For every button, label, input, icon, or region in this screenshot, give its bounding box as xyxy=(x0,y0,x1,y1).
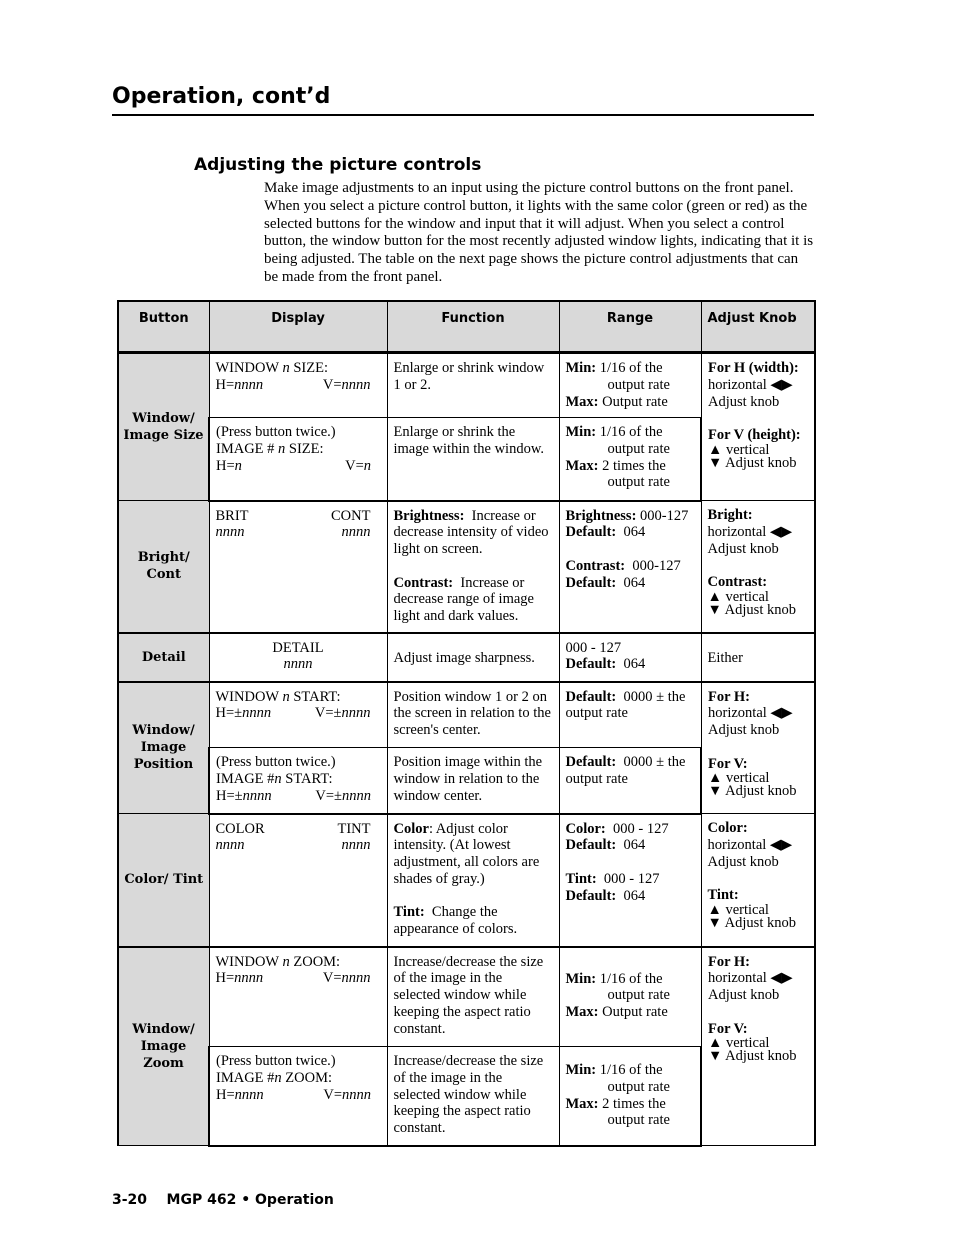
header-display: Display xyxy=(209,301,387,353)
display-tint-val: nnnn xyxy=(341,837,371,854)
display-v: V=±nnnn xyxy=(315,787,371,804)
knob-tint-line2: ▼ Adjust knob xyxy=(707,914,796,931)
display-color-val: nnnn xyxy=(215,837,245,854)
knob-v-line2: ▼ Adjust knob xyxy=(708,1048,797,1065)
display-line: IMAGE # n SIZE: xyxy=(216,440,324,457)
display-line: (Press button twice.) xyxy=(216,424,336,440)
header-adjust-knob: Adjust Knob xyxy=(701,301,815,353)
range-color-label: Color: xyxy=(565,820,606,837)
knob-bright-line1: horizontal ◀▶ xyxy=(707,523,793,540)
max-label: Max: xyxy=(565,1004,599,1021)
table-row xyxy=(118,814,815,947)
range-cell xyxy=(559,682,701,748)
display-h: H=n xyxy=(216,457,242,474)
display-cell xyxy=(209,814,387,947)
range-cell xyxy=(559,748,701,814)
knob-v-label: For V (height): xyxy=(708,427,801,444)
function-cell: Increase/decrease the size of the image in the selected window while keeping the aspect ratio constant. xyxy=(387,947,559,1047)
knob-cell xyxy=(701,814,815,947)
knob-cell xyxy=(701,947,815,1146)
func-bright-label: Brightness: xyxy=(393,507,465,524)
range-cell xyxy=(559,1047,701,1146)
max-label: Max: xyxy=(565,393,599,410)
knob-h-line1: horizontal ◀▶ xyxy=(708,376,793,393)
display-cell xyxy=(209,353,387,418)
function-cell xyxy=(387,814,559,947)
display-cont-val: nnnn xyxy=(341,524,371,541)
range-bright-label: Brightness: xyxy=(565,507,637,524)
range-tint: 000 - 127 xyxy=(603,870,660,887)
table-row xyxy=(118,633,815,682)
range-default: 0000 ± the output rate xyxy=(565,754,686,787)
range-cell xyxy=(559,814,701,947)
display-line: (Press button twice.) xyxy=(216,754,336,770)
func-cont: Increase or decrease range of image light and dark values. xyxy=(393,574,534,625)
display-line: IMAGE #n START: xyxy=(216,770,333,787)
function-cell: Increase/decrease the size of the image in the selected window while keeping the aspect ratio constant. xyxy=(387,1047,559,1146)
knob-cont-label: Contrast: xyxy=(707,574,768,591)
range-default-label: Default: xyxy=(565,574,617,591)
knob-v-line1: ▲ vertical xyxy=(708,770,770,787)
display-line: (Press button twice.) xyxy=(216,1053,336,1069)
min-value: 1/16 of the xyxy=(599,1062,663,1078)
knob-bright-line2: Adjust knob xyxy=(707,540,779,557)
max-value-cont: output rate xyxy=(607,474,670,491)
func-bright: Increase or decrease intensity of video light on screen. xyxy=(393,507,549,558)
max-value: 2 times the xyxy=(602,457,666,474)
knob-h-label: For H (width): xyxy=(708,360,799,376)
range-cell xyxy=(559,501,701,633)
knob-cont-line1: ▲ vertical xyxy=(707,588,769,605)
min-value-cont: output rate xyxy=(607,376,670,393)
knob-v-line2: ▼ Adjust knob xyxy=(708,783,797,800)
knob-tint-line1: ▲ vertical xyxy=(707,901,769,918)
display-h: H=±nnnn xyxy=(215,705,272,722)
knob-h-label: For H: xyxy=(708,688,751,705)
display-v: V=±nnnn xyxy=(314,705,371,722)
function-cell: Enlarge or shrink window 1 or 2. xyxy=(387,353,559,418)
header-button: Button xyxy=(118,301,209,353)
range-default-label: Default: xyxy=(565,754,617,770)
display-v: V=n xyxy=(345,457,371,474)
max-value: Output rate xyxy=(602,1004,668,1021)
range-cell xyxy=(559,947,701,1047)
document-title: MGP 462 • Operation xyxy=(166,1192,334,1208)
range-default: 0000 ± the output rate xyxy=(565,688,686,722)
range-cell xyxy=(559,418,701,501)
min-label: Min: xyxy=(565,360,597,376)
knob-color-line2: Adjust knob xyxy=(707,853,779,870)
intro-paragraph: Make image adjustments to an input using the picture control buttons on the front panel. When you select a picture control button, it lights with the same color (green or red) as the selected buttons for the window and input that it will adjust. When you select a control button, the window button for the most recently adjusted window lights, indicating that it is being adjusted. The table on the next page shows the picture control adjustments that can be made from the front panel. xyxy=(264,180,814,285)
display-h: H=nnnn xyxy=(216,1086,264,1103)
knob-color-line1: horizontal ◀▶ xyxy=(707,836,793,853)
header-range: Range xyxy=(559,301,701,353)
display-cell xyxy=(209,682,387,748)
range-default-label: Default: xyxy=(565,837,617,854)
knob-cell xyxy=(701,353,815,501)
display-line: WINDOW n SIZE: xyxy=(215,360,328,376)
range-tint-default: 064 xyxy=(623,887,646,904)
max-value-cont: output rate xyxy=(607,1112,670,1129)
range-cont-default: 064 xyxy=(623,574,646,591)
knob-cell xyxy=(701,501,815,633)
knob-h-label: For H: xyxy=(708,953,751,970)
display-line: IMAGE #n ZOOM: xyxy=(216,1069,333,1086)
min-value-cont: output rate xyxy=(607,987,670,1004)
button-window-image-position: Window/ Image Position xyxy=(118,682,209,814)
display-cell xyxy=(209,501,387,633)
knob-color-label: Color: xyxy=(707,820,748,836)
max-value: 2 times the xyxy=(602,1095,666,1112)
range-cell xyxy=(559,633,701,682)
button-detail: Detail xyxy=(118,633,209,682)
button-window-image-zoom: Window/ Image Zoom xyxy=(118,947,209,1146)
range-default-label: Default: xyxy=(565,656,617,673)
display-cell xyxy=(209,1047,387,1146)
button-bright-cont: Bright/ Cont xyxy=(118,501,209,633)
section-title: Adjusting the picture controls xyxy=(194,155,482,175)
header-rule xyxy=(112,114,814,116)
knob-bright-label: Bright: xyxy=(707,507,753,523)
min-value-cont: output rate xyxy=(607,1078,670,1095)
table-row xyxy=(118,947,815,1047)
range-cont: 000-127 xyxy=(632,557,681,574)
display-brit-val: nnnn xyxy=(215,524,245,541)
range-default-label: Default: xyxy=(565,887,617,904)
display-v: V=nnnn xyxy=(323,1086,371,1103)
range-cell xyxy=(559,353,701,418)
function-cell: Position window 1 or 2 on the screen in relation to the screen's center. xyxy=(387,682,559,748)
func-tint: Change the appearance of colors. xyxy=(393,904,518,938)
func-color-label: Color xyxy=(393,820,429,837)
display-cont: CONT xyxy=(331,507,371,524)
display-cell xyxy=(209,748,387,814)
knob-v-line2: ▼ Adjust knob xyxy=(708,454,797,471)
range-default-label: Default: xyxy=(565,524,617,541)
button-window-image-size: Window/ Image Size xyxy=(118,353,209,501)
page-title: Operation, cont’d xyxy=(112,84,331,109)
min-value: 1/16 of the xyxy=(599,424,663,440)
knob-cell xyxy=(701,682,815,814)
table-header-row xyxy=(118,301,815,353)
knob-v-line1: ▲ vertical xyxy=(708,441,770,458)
function-cell: Adjust image sharpness. xyxy=(387,633,559,682)
picture-controls-table xyxy=(117,300,816,1147)
page-footer xyxy=(112,1192,334,1208)
knob-v-label: For V: xyxy=(708,755,748,772)
knob-h-line1: horizontal ◀▶ xyxy=(708,705,793,722)
knob-tint-label: Tint: xyxy=(707,887,739,904)
display-line: WINDOW n ZOOM: xyxy=(215,953,341,970)
range-cont-label: Contrast: xyxy=(565,557,626,574)
display-v: V=nnnn xyxy=(322,376,371,393)
display-v: V=nnnn xyxy=(322,970,371,987)
display-tint: TINT xyxy=(337,820,371,837)
knob-cont-line2: ▼ Adjust knob xyxy=(707,601,796,618)
display-color: COLOR xyxy=(215,820,265,837)
range-default-label: Default: xyxy=(565,688,617,705)
range-color: 000 - 127 xyxy=(613,820,669,837)
min-value: 1/16 of the xyxy=(599,970,663,987)
knob-v-label: For V: xyxy=(708,1020,748,1037)
display-cell xyxy=(209,418,387,501)
table-row xyxy=(118,353,815,418)
display-cell xyxy=(209,947,387,1047)
min-label: Min: xyxy=(565,970,597,987)
knob-cell: Either xyxy=(701,633,815,682)
min-label: Min: xyxy=(565,1062,597,1078)
display-h: H=±nnnn xyxy=(216,787,272,804)
range-default: 064 xyxy=(623,656,646,673)
display-h: H=nnnn xyxy=(215,970,264,987)
knob-h-line2: Adjust knob xyxy=(708,393,780,410)
func-tint-label: Tint: xyxy=(393,904,425,921)
display-line: WINDOW n START: xyxy=(215,688,341,705)
min-value-cont: output rate xyxy=(607,440,670,457)
button-color-tint: Color/ Tint xyxy=(118,814,209,947)
func-color: : Adjust color intensity. (At lowest adjustment, all colors are shades of gray.) xyxy=(393,820,540,887)
knob-h-line2: Adjust knob xyxy=(708,987,780,1004)
knob-h-line1: horizontal ◀▶ xyxy=(708,970,793,987)
function-cell: Position image within the window in relation to the window center. xyxy=(387,748,559,814)
function-cell xyxy=(387,501,559,633)
min-label: Min: xyxy=(565,424,597,440)
function-cell: Enlarge or shrink the image within the window. xyxy=(387,418,559,501)
range-tint-label: Tint: xyxy=(565,870,597,887)
knob-h-line2: Adjust knob xyxy=(708,722,780,739)
max-value: Output rate xyxy=(602,393,668,410)
display-line: nnnn xyxy=(283,656,313,673)
knob-v-line1: ▲ vertical xyxy=(708,1035,770,1052)
display-h: H=nnnn xyxy=(215,376,264,393)
min-value: 1/16 of the xyxy=(599,360,663,376)
page-number: 3-20 xyxy=(112,1192,148,1208)
header-function: Function xyxy=(387,301,559,353)
display-line: DETAIL xyxy=(272,639,324,656)
table-row xyxy=(118,682,815,748)
table-row xyxy=(118,501,815,633)
display-brit: BRIT xyxy=(215,507,249,524)
max-label: Max: xyxy=(565,457,599,474)
display-cell xyxy=(209,633,387,682)
func-cont-label: Contrast: xyxy=(393,574,454,591)
range-color-default: 064 xyxy=(623,837,646,854)
range-bright: 000-127 xyxy=(640,507,689,524)
range-bright-default: 064 xyxy=(623,524,646,541)
range-line: 000 - 127 xyxy=(565,639,622,656)
max-label: Max: xyxy=(565,1095,599,1112)
